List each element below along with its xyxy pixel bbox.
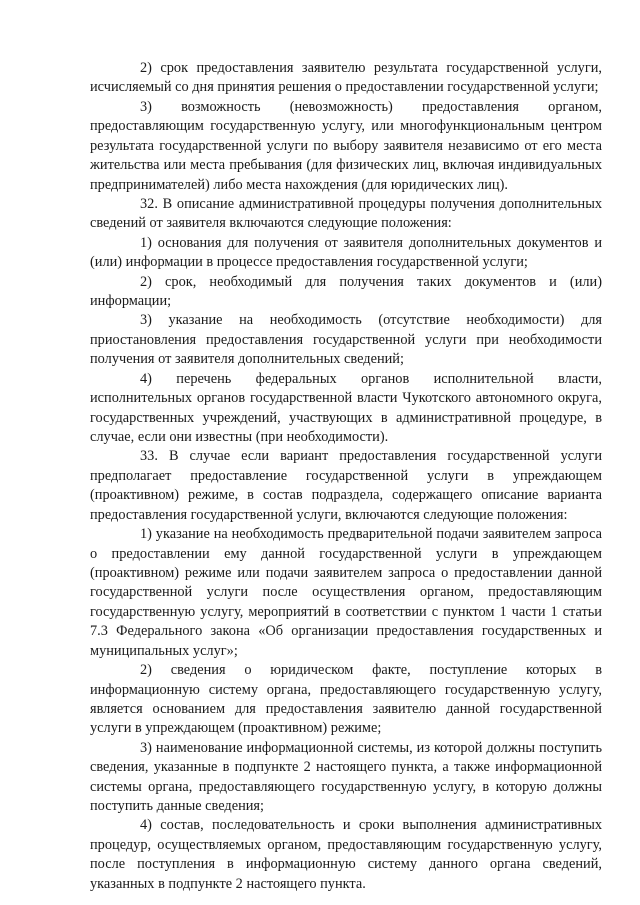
paragraph-clause-33-item-4: 4) состав, последовательность и сроки выполнения административных процедур, осуществляемых органом, предоставляющим государственную услугу, после поступления в информационную систему данного органа сведений, указанных в подпункте 2 настоящего пункта.	[90, 817, 602, 892]
paragraph-clause-33-item-1: 1) указание на необходимость предварительной подачи заявителем запроса о предоставлении ему данной государственной услуги в упреждающем (проактивном) режиме или подачи заявителем запроса о предоставлении данной государственной услуги после осуществления органом, предоставляющим государственную услугу, мероприятий в соответствии с пунктом 1 части 1 статьи 7.3 Федерального закона «Об организации предоставления государственных и муниципальных услуг»;	[90, 526, 602, 659]
paragraph-clause-32-item-1: 1) основания для получения от заявителя дополнительных документов и (или) информации в процессе предоставления государственной услуги;	[90, 234, 602, 271]
paragraph-clause-33: 33. В случае если вариант предоставления государственной услуги предполагает предоставление государственной услуги в упреждающем (проактивном) режиме, в состав подраздела, содержащего описание варианта предоставления государственной услуги, включаются следующие положения:	[90, 448, 602, 523]
paragraph-item-2-term: 2) срок предоставления заявителю результата государственной услуги, исчисляемый со дня принятия решения о предоставлении государственной услуги;	[90, 60, 602, 96]
document-page	[90, 59, 602, 894]
paragraph-clause-33-item-2: 2) сведения о юридическом факте, поступление которых в информационную систему органа, предоставляющего государственную услугу, является основанием для предоставления заявителю данной государственной услуги в упреждающем (проактивном) режиме;	[90, 662, 602, 737]
paragraph-item-3-possibility: 3) возможность (невозможность) предоставления органом, предоставляющим государственную услугу, или многофункциональным центром результата государственной услуги по выбору заявителя независимо от его места жительства или места пребывания (для физических лиц, включая индивидуальных предпринимателей) либо места нахождения (для юридических лиц).	[90, 98, 602, 193]
paragraph-clause-32-item-4: 4) перечень федеральных органов исполнительной власти, исполнительных органов государственной власти Чукотского автономного округа, государственных учреждений, участвующих в административной процедуре, в случае, если они известны (при необходимости).	[90, 370, 602, 446]
paragraph-clause-33-item-3: 3) наименование информационной системы, из которой должны поступить сведения, указанные в подпункте 2 настоящего пункта, а также информационной системы органа, предоставляющего государственную услугу, в которую должны поступить данные сведения;	[90, 739, 602, 815]
paragraph-clause-32-item-2: 2) срок, необходимый для получения таких документов и (или) информации;	[90, 273, 602, 310]
paragraph-clause-32: 32. В описание административной процедуры получения дополнительных сведений от заявителя включаются следующие положения:	[90, 195, 602, 232]
paragraph-clause-32-item-3: 3) указание на необходимость (отсутствие необходимости) для приостановления предоставления государственной услуги при необходимости получения от заявителя дополнительных сведений;	[90, 312, 602, 368]
